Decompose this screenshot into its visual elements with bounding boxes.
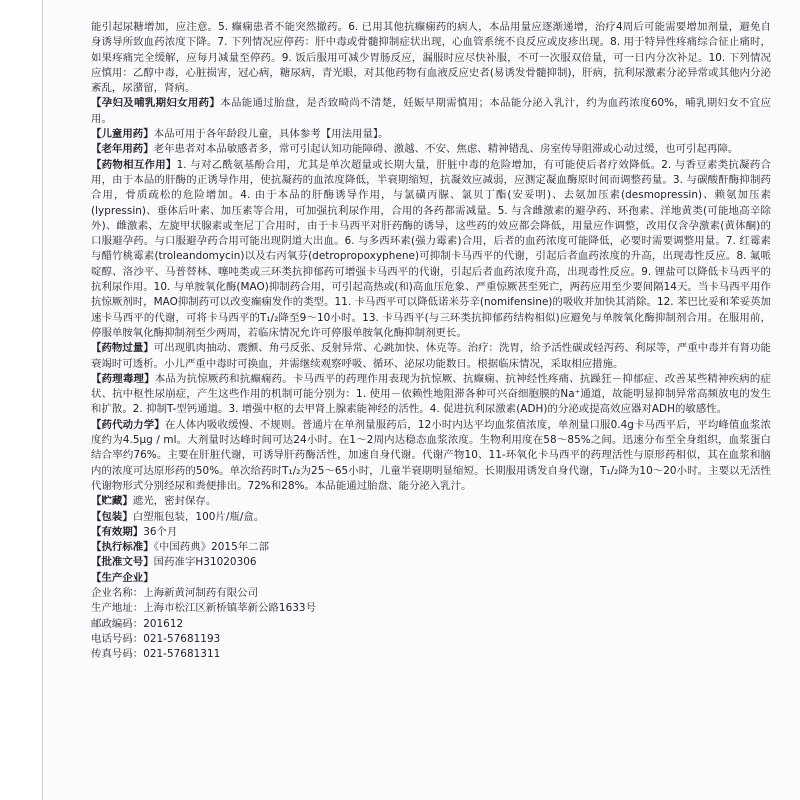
- fax-label: 传真号码：: [91, 648, 144, 661]
- section-overdose: [91, 341, 771, 372]
- postcode-value: 201612: [143, 617, 184, 630]
- section-text: 36个月: [143, 525, 178, 538]
- section-tag: 【有效期】: [91, 525, 144, 538]
- section-text: 1. 与对乙酰氨基酚合用，尤其是单次超量或长期大量，肝脏中毒的危险增加，有可能使后者疗效降低。2. 与香豆素类抗凝药合用，由于本品的肝酶的正诱导作用，使抗凝药的血浓度降低，半衰期缩短，抗凝效应减弱，应测定凝血酶原时间而调整药量。3. 与碳酸酐酶抑制药合用，骨质疏松的危险增加。4. 由于本品的肝酶诱导作用，与氯磺丙脲、氯贝丁酯(安妥明)、去氨加压素(desmopressin)、赖氨加压素(lypressin)、垂体后叶素、加压素等合用，可加强抗利尿作用，合用的各药都需减量。5. 与含雌激素的避孕药、环孢素、洋地黄类(可能地高辛除外)、雌激素、左旋甲状腺素或奎尼丁合用时，由于卡马西平对肝药酶的诱导，这些药的效应都会降低，用量应作调整，改用仅含孕激素(黄体酮)的口服避孕药。与口服避孕药合用可能出现阴道大出血。6. 与多西环素(强力霉素)合用，后者的血药浓度可能降低，必要时需要调整用量。7. 红霉素与醋竹桃霉素(troleandomycin)以及右丙氧芬(detropropoxyphene)可抑制卡马西平的代谢，引起后者血药浓度的升高，出现毒性反应。8. 氟哌啶醇、洛沙平、马普替林、噻吨类或三环类抗抑郁药可增强卡马西平的代谢，引起后者血药浓度升高，出现毒性反应。9. 锂盐可以降低卡马西平的抗利尿作用。10. 与单胺氧化酶(MAO)抑制药合用，可引起高热或(和)高血压危象、严重惊厥甚至死亡，两药应用至少要间隔14天。当卡马西平用作抗惊厥剂时，MAO抑制药可以改变癫痫发作的类型。11. 卡马西平可以降低诺米芬辛(nomifensine)的吸收并加快其消除。12. 苯巴比妥和苯妥英加速卡马西平的代谢，可将卡马西平的T₁/₂降至9～10小时。13. 卡马西平(与三环类抗抑郁药结构相似)应避免与单胺氧化酶抑制剂合用。在服用前，停服单胺氧化酶抑制剂至少两周，若临床情况允许可停服单胺氧化酶抑制剂更长。: [91, 158, 771, 339]
- section-text: 本品为抗惊厥药和抗癫痫药。卡马西平的药理作用表现为抗惊厥、抗癫痫、抗神经性疼痛、抗躁狂－抑郁症、改善某些精神疾病的症状、抗中枢性尿崩症，产生这些作用的机制可能分别为：1. 使用－依赖性地阻滞各种可兴奋细胞膜的Na⁺通道，故能明显抑制异常高频放电的发生和扩散。2. 抑制T-型钙通道。3. 增强中枢的去甲肾上腺素能神经的活性。4. 促进抗利尿激素(ADH)的分泌或提高效应器对ADH的敏感性。: [91, 372, 771, 416]
- section-tag: 【药物过量】: [91, 342, 154, 355]
- section-tag: 【老年用药】: [91, 143, 154, 156]
- section-text: 国药准字H31020306: [153, 556, 257, 569]
- section-pregnancy: [91, 96, 771, 127]
- phone-row: [91, 632, 771, 647]
- section-storage: [91, 494, 771, 509]
- section-pharmacokinetics: [91, 418, 771, 494]
- section-tag: 【生产企业】: [91, 571, 154, 584]
- postcode-label: 邮政编码：: [91, 617, 144, 630]
- company-name: 上海新黄河制药有限公司: [143, 586, 259, 599]
- fax-value: 021-57681311: [143, 648, 221, 661]
- section-tag: 【批准文号】: [91, 556, 154, 569]
- section-tag: 【孕妇及哺乳期妇女用药】: [91, 97, 221, 110]
- phone-value: 021-57681193: [143, 632, 221, 645]
- section-tag: 【药理毒理】: [91, 372, 155, 385]
- section-tag: 【儿童用药】: [91, 128, 154, 141]
- address-value: 上海市松江区新桥镇莘新公路1633号: [143, 602, 317, 615]
- postcode-row: [91, 617, 771, 632]
- section-pharmacology: [91, 372, 771, 418]
- section-children: [91, 127, 771, 142]
- section-standard: [91, 540, 771, 555]
- section-package: [91, 510, 771, 525]
- section-tag: 【药代动力学】: [91, 418, 165, 431]
- section-text: 可出现肌肉抽动、震颤、角弓反张、反射异常、心跳加快、休克等。治疗：洗胃，给予活性碳或轻泻药、利尿等，严重中毒并有肾功能衰竭时可透析。小儿严重中毒时可换血，并需继续观察呼吸、循环、泌尿功能数日。根据临床情况，采取相应措施。: [91, 342, 771, 370]
- section-text: 遮光，密封保存。: [132, 495, 217, 508]
- company-row: [91, 586, 771, 601]
- section-validity: [91, 525, 771, 540]
- section-tag: 【执行标准】: [91, 541, 154, 554]
- section-interactions: [91, 158, 771, 342]
- intro-paragraph: 能引起尿糖增加，应注意。5. 癫痫患者不能突然撤药。6. 已用其他抗癫痫药的病人，本品用量应逐渐递增，治疗4周后可能需要增加剂量，避免自身诱导所致血药浓度下降。7. 下列情况应停药：肝中毒或骨髓抑制症状出现，心血管系统不良反应或皮疹出现。8. 用于特异性疼痛综合征止痛时，如果疼痛完全缓解，应每月减量至停药。9. 饭后服用可减少胃肠反应，漏服时应尽快补服，不可一次服双倍量，可一日内分次补足。10. 下列情况应慎用：乙醇中毒，心脏损害，冠心病，糖尿病，青光眼，对其他药物有血液反应史者(易诱发骨髓抑制)，肝病，抗利尿激素分泌异常或其他内分泌紊乱，尿潴留，肾病。: [91, 21, 771, 95]
- insert-text-body: [91, 20, 771, 662]
- section-text: 《中国药典》2015年二部: [153, 541, 270, 554]
- section-elderly: [91, 142, 771, 157]
- section-text: 在人体内吸收缓慢、不规则。普通片在单剂量服药后，12小时内达平均血浆值浓度，单剂量口服0.4g卡马西平后，平均峰值血浆浓度约为4.5μg / ml。大剂量时达峰时间可达24小时。在1～2周内达稳态血浆浓度。生物利用度在58～85%之间。迅速分布至全身组织，血浆蛋白结合率约76%。主要在肝脏代谢，可诱导肝药酶活性，加速自身代谢。代谢产物10、11-环氧化卡马西平的药理活性与原形药相似，其在血浆和脑内的浓度可达原形药的50%。单次给药时T₁/₂为25～65小时，儿童半衰期明显缩短。长期服用诱发自身代谢，T₁/₂降为10～20小时。主要以无活性代谢物形式分别经尿和粪便排出。72%和28%。本品能通过胎盘、能分泌入乳汁。: [91, 418, 771, 492]
- page-margin: [0, 0, 42, 800]
- address-row: [91, 601, 771, 616]
- phone-label: 电话号码：: [91, 632, 144, 645]
- address-label: 生产地址：: [91, 602, 144, 615]
- fax-row: [91, 647, 771, 662]
- section-text: 老年患者对本品敏感者多，常可引起认知功能障碍、激越、不安、焦虑、精神错乱、房室传导阻滞或心动过缓，也可引起再障。: [153, 143, 739, 156]
- section-text: 白塑瓶包装，100片/瓶/盒。: [132, 510, 265, 523]
- section-text: 本品能通过胎盘，是否致畸尚不清楚，妊娠早期需慎用；本品能分泌入乳汁，约为血药浓度60%，哺乳期妇女不宜应用。: [91, 97, 771, 125]
- section-text: 本品可用于各年龄段儿童，具体参考【用法用量】。: [153, 128, 389, 141]
- section-manufacturer: [91, 571, 771, 586]
- section-tag: 【包装】: [91, 510, 133, 523]
- section-tag: 【药物相互作用】: [91, 158, 177, 171]
- package-insert-sheet: [42, 0, 800, 800]
- section-tag: 【贮藏】: [91, 495, 133, 508]
- section-approval: [91, 555, 771, 570]
- company-label: 企业名称：: [91, 586, 144, 599]
